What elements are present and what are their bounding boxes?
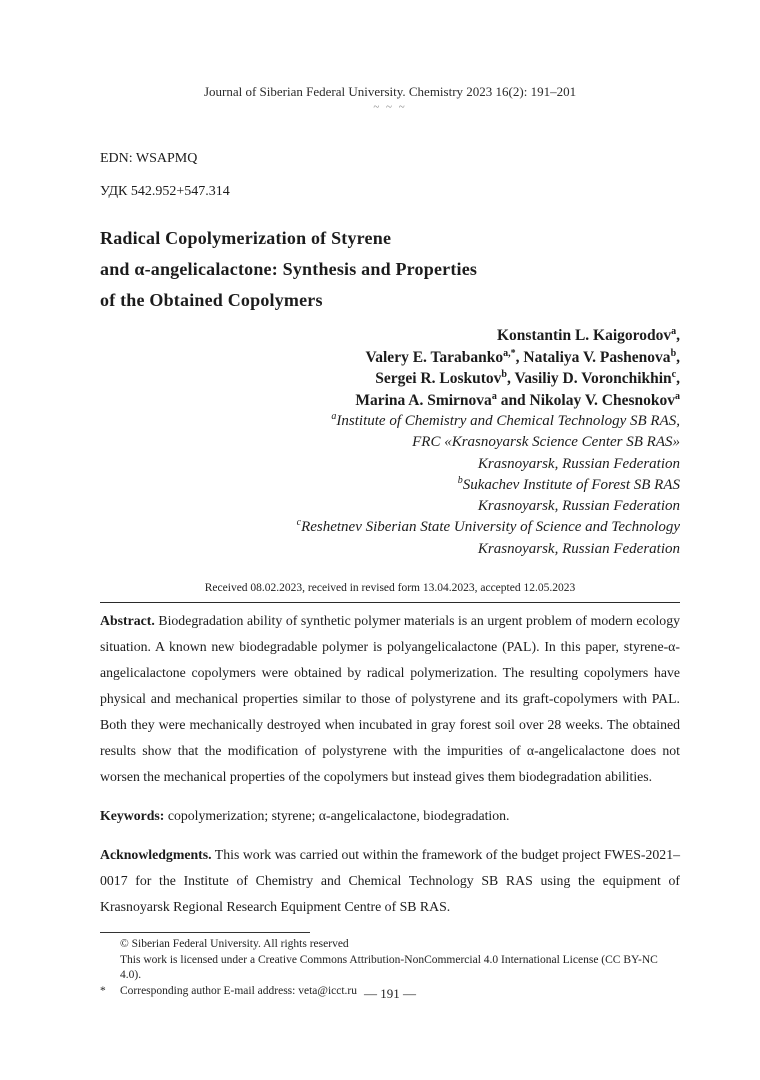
author-line: Marina A. Smirnova$^a$ and Nikolay V. Chesnokov$^a$	[355, 390, 680, 409]
acknowledgments-paragraph	[100, 842, 680, 920]
asterisk-marker: *	[100, 984, 106, 997]
affiliation-line: FRC «Krasnoyarsk Science Center SB RAS»	[412, 434, 680, 451]
title-line: Radical Copolymerization of Styrene	[100, 228, 392, 248]
edn-line: EDN: WSAPMQ	[100, 151, 198, 166]
affiliation-line: $^c$Reshetnev Siberian State University of Science and Technology	[296, 517, 680, 536]
abstract-divider-rule	[100, 602, 680, 603]
udk-line: УДК 542.952+547.314	[100, 184, 230, 199]
title-line: of the Obtained Copolymers	[100, 290, 323, 310]
tilde-separator: ~ ~ ~	[373, 101, 407, 113]
author-line: Valery E. Tarabanko$^{a,*}$, Nataliya V. Pashenova$^b$,	[365, 347, 680, 366]
copyright-line: © Siberian Federal University. All rights reserved	[120, 938, 349, 950]
page-number: — 191 —	[364, 986, 416, 1001]
article-title	[100, 223, 680, 316]
abstract-label: Abstract.	[100, 613, 155, 629]
affiliations-block	[100, 411, 680, 560]
license-line: This work is licensed under a Creative Commons Attribution-NonCommercial 4.0 International License (CC BY-NC 4.0).	[120, 953, 658, 981]
journal-running-head: Journal of Siberian Federal University. Chemistry 2023 16(2): 191–201	[203, 84, 577, 99]
keywords-paragraph	[100, 803, 680, 829]
affiliation-line: $^a$Institute of Chemistry and Chemical Technology SB RAS,	[331, 411, 680, 429]
authors-block	[100, 325, 680, 411]
affiliation-line: Krasnoyarsk, Russian Federation	[477, 540, 680, 557]
affiliation-line: Krasnoyarsk, Russian Federation	[477, 455, 680, 472]
affiliation-line: Krasnoyarsk, Russian Federation	[477, 498, 680, 515]
acknowledgments-text: This work was carried out within the framework of the budget project FWES-2021–0017 for the Institute of Chemistry and Chemical Technology SB RAS using the equipment of Krasnoyarsk Regional Research Equipment Centre of SB RAS.	[100, 847, 680, 915]
acknowledgments-label: Acknowledgments.	[100, 847, 212, 863]
author-line: Konstantin L. Kaigorodov$^a$,	[496, 325, 680, 344]
title-line: and α-angelicalactone: Synthesis and Properties	[100, 259, 478, 279]
keywords-text: copolymerization; styrene; α-angelicalactone, biodegradation.	[164, 808, 510, 824]
abstract-paragraph	[100, 608, 680, 790]
affiliation-line: $^b$Sukachev Institute of Forest SB RAS	[457, 474, 680, 493]
corresponding-author-text: Corresponding author E-mail address: veta@icct.ru	[120, 984, 358, 997]
abstract-text: Biodegradation ability of synthetic polymer materials is an urgent problem of modern ecology situation. A known new biodegradable polymer is polyangelicalactone (PAL). In this paper, styrene-α-angelicalactone copolymers were obtained by radical polymerization. The resulting copolymers have physical and mechanical properties similar to those of polystyrene and its graft-copolymers with PAL. Both they were mechanically destroyed when incubated in gray forest soil over 28 weeks. The obtained results show that the modification of polystyrene with the impurities of α-angelicalactone does not worsen the mechanical properties of the copolymers but instead gives them biodegradation abilities.	[100, 613, 680, 785]
keywords-label: Keywords:	[100, 808, 165, 824]
received-line: Received 08.02.2023, received in revised form 13.04.2023, accepted 12.05.2023	[204, 582, 576, 595]
footnote-rule	[100, 932, 310, 933]
author-line: Sergei R. Loskutov$^b$, Vasiliy D. Voronchikhin$^c$,	[375, 368, 680, 387]
